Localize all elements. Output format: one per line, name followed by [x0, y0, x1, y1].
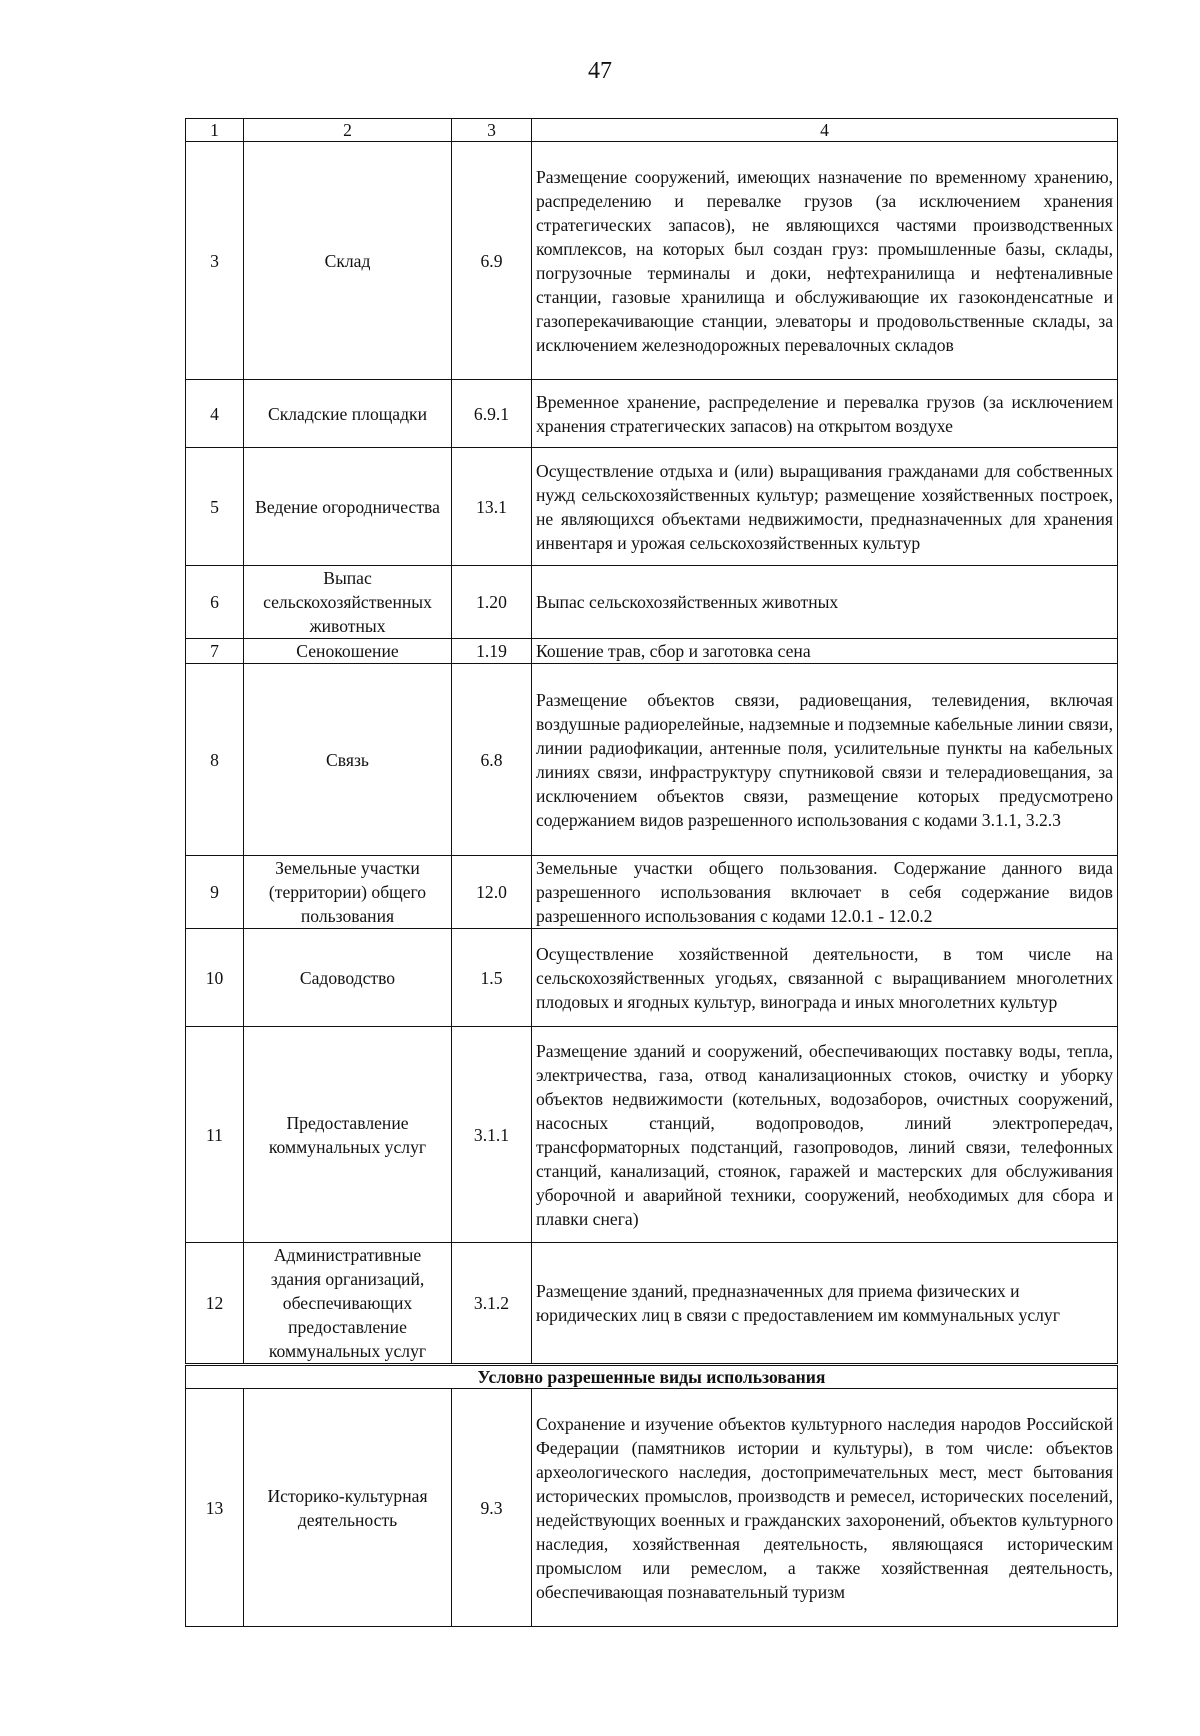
- row-number: 13: [186, 1389, 244, 1627]
- use-code: 1.20: [452, 566, 532, 639]
- use-code: 6.9.1: [452, 380, 532, 448]
- row-number: 5: [186, 448, 244, 566]
- column-header: 1: [186, 119, 244, 142]
- use-code: 13.1: [452, 448, 532, 566]
- use-description: Земельные участки общего пользования. Содержание данного вида разрешенного использования включает в себя содержание видов разрешенного использования с кодами 12.0.1 - 12.0.2: [532, 856, 1118, 929]
- table-row: [186, 1389, 1118, 1627]
- use-name: Земельные участки (территории) общего пользования: [244, 856, 452, 929]
- table-row: [186, 1243, 1118, 1365]
- page-number: 47: [588, 58, 612, 84]
- use-code: 12.0: [452, 856, 532, 929]
- row-number: 10: [186, 929, 244, 1027]
- row-number: 3: [186, 142, 244, 380]
- use-name: Склад: [244, 142, 452, 380]
- use-name: Ведение огородничества: [244, 448, 452, 566]
- use-code: 3.1.1: [452, 1027, 532, 1243]
- table-row: [186, 380, 1118, 448]
- use-code: 1.5: [452, 929, 532, 1027]
- use-description: Размещение зданий и сооружений, обеспечивающих поставку воды, тепла, электричества, газа, отвод канализационных стоков, очистку и уборку объектов недвижимости (котельных, водозаборов, очистных сооружений, насосных станций, водопроводов, линий электропередач, трансформаторных подстанций, газопроводов, линий связи, телефонных станций, канализаций, стоянок, гаражей и мастерских для обслуживания уборочной и аварийной техники, сооружений, необходимых для сбора и плавки снега): [532, 1027, 1118, 1243]
- use-description: Размещение зданий, предназначенных для приема физических и юридических лиц в связи с предоставлением им коммунальных услуг: [532, 1243, 1118, 1365]
- use-code: 3.1.2: [452, 1243, 532, 1365]
- row-number: 7: [186, 639, 244, 664]
- section-title: Условно разрешенные виды использования: [186, 1365, 1118, 1389]
- use-name: Историко-культурная деятельность: [244, 1389, 452, 1627]
- use-description: Временное хранение, распределение и перевалка грузов (за исключением хранения стратегических запасов) на открытом воздухе: [532, 380, 1118, 448]
- table-row: [186, 929, 1118, 1027]
- use-name: Административные здания организаций, обеспечивающих предоставление коммунальных услуг: [244, 1243, 452, 1365]
- use-description: Сохранение и изучение объектов культурного наследия народов Российской Федерации (памятников истории и культуры), в том числе: объектов археологического наследия, достопримечательных мест, мест бытования исторических промыслов, производств и ремесел, исторических поселений, недействующих военных и гражданских захоронений, объектов культурного наследия, хозяйственная деятельность, являющаяся историческим промыслом или ремеслом, а также хозяйственная деятельность, обеспечивающая познавательный туризм: [532, 1389, 1118, 1627]
- use-name: Складские площадки: [244, 380, 452, 448]
- use-name: Выпас сельскохозяйственных животных: [244, 566, 452, 639]
- use-description: Размещение сооружений, имеющих назначение по временному хранению, распределению и перевалке грузов (за исключением хранения стратегических запасов), не являющихся частями производственных комплексов, на которых был создан груз: промышленные базы, склады, погрузочные терминалы и доки, нефтехранилища и нефтеналивные станции, газовые хранилища и обслуживающие их газоконденсатные и газоперекачивающие станции, элеваторы и продовольственные склады, за исключением железнодорожных перевалочных складов: [532, 142, 1118, 380]
- table-row: [186, 448, 1118, 566]
- use-name: Сенокошение: [244, 639, 452, 664]
- table-row: [186, 566, 1118, 639]
- use-description: Осуществление отдыха и (или) выращивания гражданами для собственных нужд сельскохозяйственных культур; размещение хозяйственных построек, не являющихся объектами недвижимости, предназначенных для хранения инвентаря и урожая сельскохозяйственных культур: [532, 448, 1118, 566]
- row-number: 6: [186, 566, 244, 639]
- use-description: Размещение объектов связи, радиовещания, телевидения, включая воздушные радиорелейные, надземные и подземные кабельные линии связи, линии радиофикации, антенные поля, усилительные пункты на кабельных линиях связи, инфраструктуру спутниковой связи и телерадиовещания, за исключением объектов связи, размещение которых предусмотрено содержанием видов разрешенного использования с кодами 3.1.1, 3.2.3: [532, 664, 1118, 856]
- use-description: Кошение трав, сбор и заготовка сена: [532, 639, 1118, 664]
- table-row: [186, 639, 1118, 664]
- row-number: 8: [186, 664, 244, 856]
- use-name: Предоставление коммунальных услуг: [244, 1027, 452, 1243]
- table-header-row: [186, 119, 1118, 142]
- table-row: [186, 142, 1118, 380]
- land-use-table: [185, 118, 1118, 1627]
- use-code: 1.19: [452, 639, 532, 664]
- column-header: 3: [452, 119, 532, 142]
- table-row: [186, 664, 1118, 856]
- use-description: Выпас сельскохозяйственных животных: [532, 566, 1118, 639]
- column-header: 4: [532, 119, 1118, 142]
- row-number: 9: [186, 856, 244, 929]
- row-number: 4: [186, 380, 244, 448]
- table-row: [186, 856, 1118, 929]
- column-header: 2: [244, 119, 452, 142]
- row-number: 12: [186, 1243, 244, 1365]
- use-name: Связь: [244, 664, 452, 856]
- section-header-row: [186, 1365, 1118, 1389]
- table-row: [186, 1027, 1118, 1243]
- use-code: 6.8: [452, 664, 532, 856]
- use-description: Осуществление хозяйственной деятельности, в том числе на сельскохозяйственных угодьях, связанной с выращиванием многолетних плодовых и ягодных культур, винограда и иных многолетних культур: [532, 929, 1118, 1027]
- use-name: Садоводство: [244, 929, 452, 1027]
- use-code: 9.3: [452, 1389, 532, 1627]
- row-number: 11: [186, 1027, 244, 1243]
- use-code: 6.9: [452, 142, 532, 380]
